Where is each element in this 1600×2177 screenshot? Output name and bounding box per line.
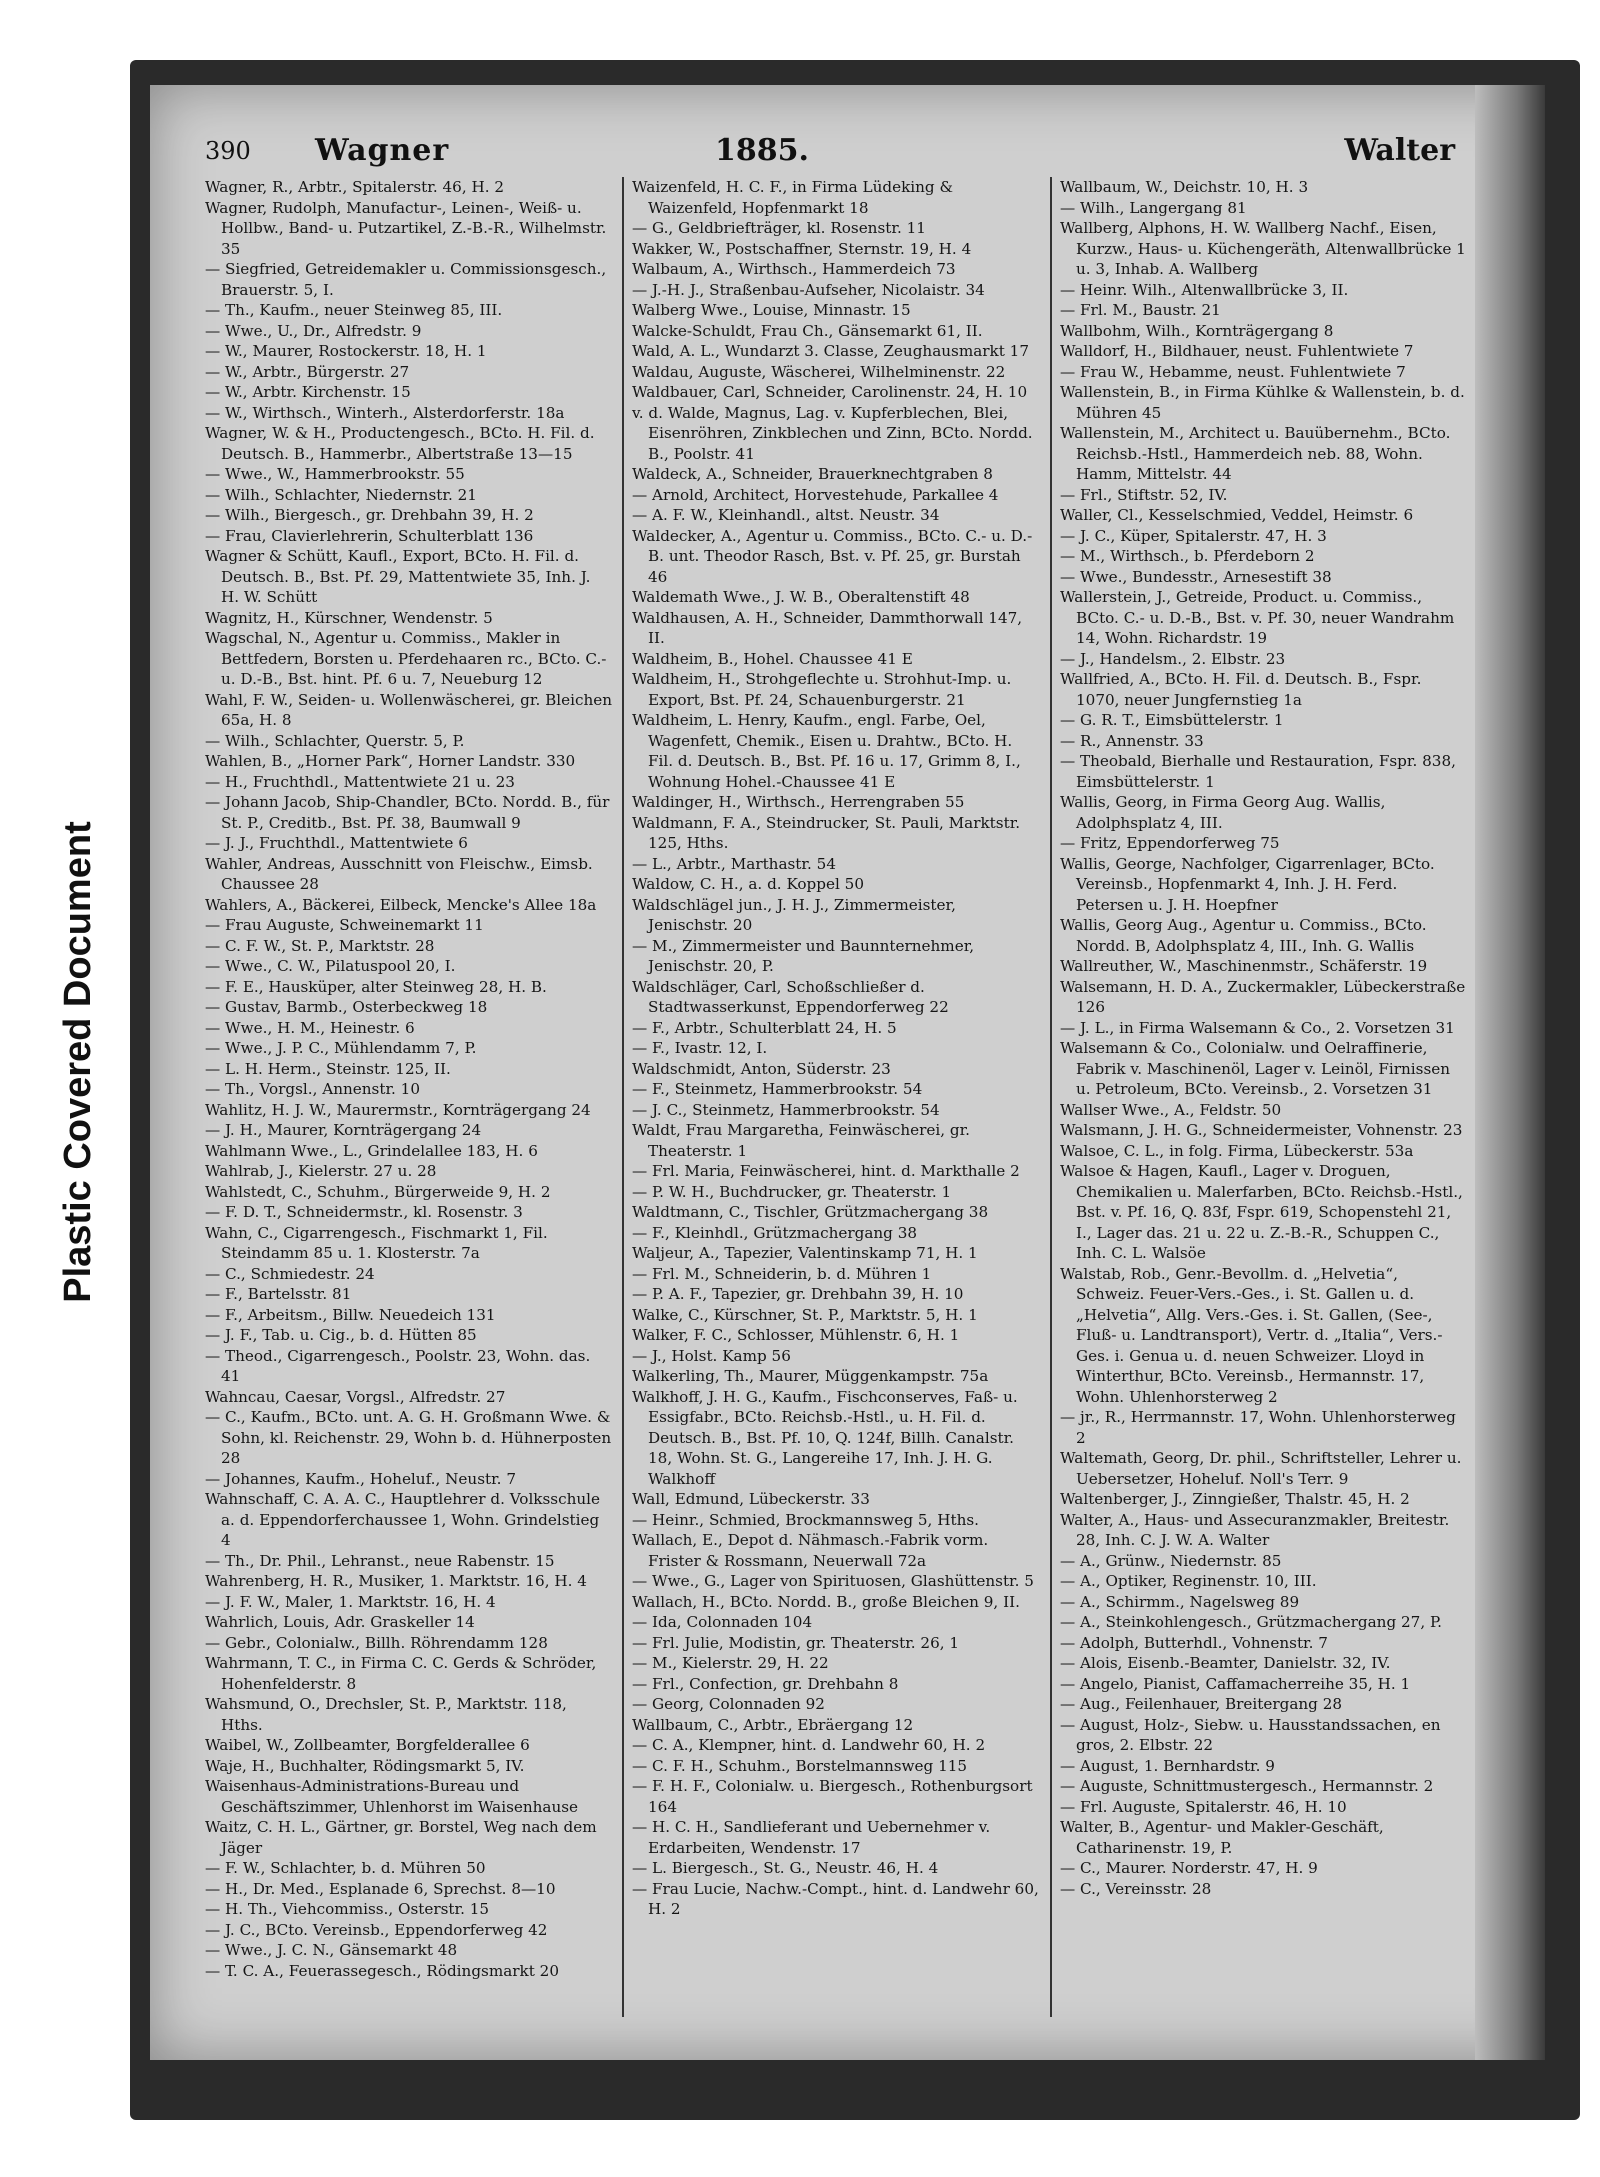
directory-entry: — Heinr., Schmied, Brockmannsweg 5, Hths.: [632, 1510, 979, 1529]
directory-entry: — H., Dr. Med., Esplanade 6, Sprechst. 8—10: [205, 1879, 556, 1898]
directory-entry: Wall, Edmund, Lübeckerstr. 33: [632, 1490, 870, 1508]
directory-entry: — Frau Lucie, Nachw.-Compt., hint. d. Landwehr 60, H. 2: [632, 1879, 1039, 1918]
directory-entry: — Auguste, Schnittmustergesch., Hermannstr. 2: [1060, 1777, 1434, 1795]
directory-entry: — Wilh., Schlachter, Niedernstr. 21: [205, 485, 477, 504]
directory-entry: Walter, A., Haus- und Assecuranzmakler, Breitestr. 28, Inh. C. J. W. A. Walter: [1060, 1510, 1450, 1549]
directory-entry: Walkhoff, J. H. G., Kaufm., Fischconserves, Faß- u. Essigfabr., BCto. Reichsb.-Hstl., u. H. Fil. d. Deutsch. B., Bst. Pf. 10, Q. 124f, Billh. Canalstr. 18, Wohn. St. G., Langereihe 17, Inh. J. H. G. Walkhoff: [632, 1387, 1018, 1488]
page-number: 390: [205, 137, 251, 165]
directory-entry: — C., Vereinsstr. 28: [1060, 1879, 1212, 1898]
directory-entry: — J., Holst. Kamp 56: [632, 1346, 791, 1365]
directory-entry: Wallach, H., BCto. Nordd. B., große Bleichen 9, II.: [632, 1592, 1020, 1611]
directory-entry: — Wwe., C. W., Pilatuspool 20, I.: [205, 957, 456, 975]
directory-entry: — C. F. W., St. P., Marktstr. 28: [205, 936, 435, 955]
directory-entry: Walkerling, Th., Maurer, Müggenkampstr. 75a: [632, 1367, 989, 1385]
directory-entry: Walsemann & Co., Colonialw. und Oelraffinerie, Fabrik v. Maschinenöl, Lager v. Leinöl, Firnissen u. Petroleum, BCto. Vereinsb., 2. Vorsetzen 31: [1060, 1039, 1451, 1098]
directory-entry: Waltemath, Georg, Dr. phil., Schriftsteller, Lehrer u. Uebersetzer, Hoheluf. Noll's Terr. 9: [1060, 1449, 1462, 1488]
directory-entry: — L. H. Herm., Steinstr. 125, II.: [205, 1059, 451, 1078]
directory-entry: — C., Kaufm., BCto. unt. A. G. H. Großmann Wwe. & Sohn, kl. Reichenstr. 29, Wohn b. d. Hühnerposten 28: [205, 1408, 612, 1467]
directory-entry: Wahlitz, H. J. W., Maurermstr., Kornträgergang 24: [205, 1100, 591, 1119]
directory-entry: Wallis, George, Nachfolger, Cigarrenlager, BCto. Vereinsb., Hopfenmarkt 4, Inh. J. H. Ferd. Petersen u. J. H. Hoepfner: [1060, 854, 1435, 914]
directory-entry: Wahlrab, J., Kielerstr. 27 u. 28: [205, 1162, 437, 1180]
directory-entry: Waizenfeld, H. C. F., in Firma Lüdeking & Waizenfeld, Hopfenmarkt 18: [632, 178, 953, 217]
directory-entry: Walsoe & Hagen, Kaufl., Lager v. Droguen, Chemikalien u. Malerfarben, BCto. Reichsb.-Hstl., Bst. v. Pf. 16, Q. 83f, Fspr. 619, Schopenstehl 21, I., Lager das. 21 u. 22 u. Z.-B.-R., Schuppen C., Inh. C. L. Walsöe: [1060, 1162, 1463, 1262]
directory-entry: Waldecker, A., Agentur u. Commiss., BCto. C.- u. D.-B. unt. Theodor Rasch, Bst. v. Pf. 25, gr. Burstah 46: [632, 526, 1033, 586]
directory-entry: Waldeck, A., Schneider, Brauerknechtgraben 8: [632, 465, 993, 483]
directory-entry: — J., Handelsm., 2. Elbstr. 23: [1060, 649, 1286, 668]
directory-entry: — Gustav, Barmb., Osterbeckweg 18: [205, 998, 488, 1016]
directory-entry: — M., Wirthsch., b. Pferdeborn 2: [1060, 547, 1315, 565]
directory-entry: — Johann Jacob, Ship-Chandler, BCto. Nordd. B., für St. P., Creditb., Bst. Pf. 38, Baumwall 9: [205, 793, 610, 832]
directory-entry: — J. J., Fruchthdl., Mattentwiete 6: [205, 834, 468, 852]
directory-entry: Waje, H., Buchhalter, Rödingsmarkt 5, IV.: [205, 1756, 525, 1775]
directory-entry: Wahncau, Caesar, Vorgsl., Alfredstr. 27: [205, 1387, 506, 1406]
directory-entry: — Theobald, Bierhalle und Restauration, Fspr. 838, Eimsbüttelerstr. 1: [1060, 752, 1456, 791]
header-year: 1885.: [715, 133, 809, 168]
directory-entry: — J. C., Steinmetz, Hammerbrookstr. 54: [632, 1100, 940, 1119]
directory-entry: Waldbauer, Carl, Schneider, Carolinenstr. 24, H. 10: [632, 383, 1028, 401]
directory-entry: — Frl. M., Baustr. 21: [1060, 301, 1221, 319]
directory-entry: Wallis, Georg, in Firma Georg Aug. Wallis, Adolphsplatz 4, III.: [1060, 793, 1386, 832]
directory-entry: — C. F. H., Schuhm., Borstelmannsweg 115: [632, 1756, 968, 1775]
directory-entry: — J. F., Tab. u. Cig., b. d. Hütten 85: [205, 1326, 477, 1344]
directory-entry: — G. R. T., Eimsbüttelerstr. 1: [1060, 711, 1284, 729]
directory-entry: Waibel, W., Zollbeamter, Borgfelderallee 6: [205, 1736, 530, 1754]
directory-entry: Waldschmidt, Anton, Süderstr. 23: [632, 1059, 891, 1078]
directory-entry: — Wilh., Biergesch., gr. Drehbahn 39, H. 2: [205, 506, 534, 524]
directory-entry: v. d. Walde, Magnus, Lag. v. Kupferblechen, Blei, Eisenröhren, Zinkblechen und Zinn, BCto. Nordd. B., Poolstr. 41: [632, 403, 1033, 463]
directory-entry: — Wwe., H. M., Heinestr. 6: [205, 1018, 415, 1037]
directory-entry: — W., Maurer, Rostockerstr. 18, H. 1: [205, 342, 487, 360]
directory-entry: Wahsmund, O., Drechsler, St. P., Marktstr. 118, Hths.: [205, 1695, 567, 1734]
directory-entry: — W., Wirthsch., Winterh., Alsterdorferstr. 18a: [205, 403, 565, 422]
directory-entry: Waller, Cl., Kesselschmied, Veddel, Heimstr. 6: [1060, 506, 1414, 524]
directory-entry: — P. A. F., Tapezier, gr. Drehbahn 39, H. 10: [632, 1285, 964, 1303]
directory-entry: — Wilh., Langergang 81: [1060, 198, 1247, 217]
column-divider: [1050, 177, 1052, 2017]
directory-entry: Waldemath Wwe., J. W. B., Oberaltenstift 48: [632, 588, 970, 606]
directory-entry: — Th., Kaufm., neuer Steinweg 85, III.: [205, 301, 503, 319]
directory-entry: Walbaum, A., Wirthsch., Hammerdeich 73: [632, 260, 956, 278]
directory-entry: — Wwe., Bundesstr., Arnesestift 38: [1060, 567, 1332, 586]
directory-entry: — Frau Auguste, Schweinemarkt 11: [205, 916, 484, 934]
directory-entry: — Th., Vorgsl., Annenstr. 10: [205, 1080, 421, 1098]
directory-entry: — Gebr., Colonialw., Billh. Röhrendamm 128: [205, 1633, 548, 1652]
directory-entry: — August, 1. Bernhardstr. 9: [1060, 1756, 1275, 1775]
directory-entry: — Wwe., G., Lager von Spirituosen, Glashüttenstr. 5: [632, 1572, 1034, 1590]
directory-entry: Wahlers, A., Bäckerei, Eilbeck, Mencke's Allee 18a: [205, 895, 597, 914]
column-2: [632, 177, 1040, 1920]
directory-entry: — A., Grünw., Niedernstr. 85: [1060, 1551, 1282, 1570]
directory-entry: — Frl. Maria, Feinwäscherei, hint. d. Markthalle 2: [632, 1162, 1020, 1180]
directory-entry: Waldow, C. H., a. d. Koppel 50: [632, 875, 864, 893]
directory-entry: Waldmann, F. A., Steindrucker, St. Pauli, Marktstr. 125, Hths.: [632, 813, 1021, 852]
column-3: [1060, 177, 1468, 1899]
directory-entry: Wagnitz, H., Kürschner, Wendenstr. 5: [205, 608, 493, 627]
directory-entry: — Frl., Confection, gr. Drehbahn 8: [632, 1674, 899, 1693]
directory-entry: Walberg Wwe., Louise, Minnastr. 15: [632, 301, 911, 319]
directory-entry: Walker, F. C., Schlosser, Mühlenstr. 6, H. 1: [632, 1326, 960, 1344]
directory-entry: — Georg, Colonnaden 92: [632, 1695, 825, 1713]
directory-entry: — R., Annenstr. 33: [1060, 731, 1204, 750]
directory-entry: Wallerstein, J., Getreide, Product. u. Commiss., BCto. C.- u. D.-B., Bst. v. Pf. 30, neuer Wandrahm 14, Wohn. Richardstr. 19: [1060, 588, 1455, 647]
directory-entry: — J. F. W., Maler, 1. Marktstr. 16, H. 4: [205, 1592, 496, 1611]
directory-entry: — Wwe., W., Hammerbrookstr. 55: [205, 465, 465, 483]
directory-entry: — Wilh., Schlachter, Querstr. 5, P.: [205, 731, 465, 750]
directory-entry: Wakker, W., Postschaffner, Sternstr. 19, H. 4: [632, 239, 972, 258]
directory-entry: — Th., Dr. Phil., Lehranst., neue Rabenstr. 15: [205, 1551, 555, 1570]
directory-entry: — F. H. F., Colonialw. u. Biergesch., Rothenburgsort 164: [632, 1777, 1033, 1816]
header-left-keyword: Wagner: [315, 133, 450, 168]
directory-entry: — Johannes, Kaufm., Hoheluf., Neustr. 7: [205, 1469, 516, 1488]
directory-entry: — L. Biergesch., St. G., Neustr. 46, H. 4: [632, 1859, 939, 1877]
directory-entry: — F. W., Schlachter, b. d. Mühren 50: [205, 1859, 486, 1877]
directory-entry: — Theod., Cigarrengesch., Poolstr. 23, Wohn. das. 41: [205, 1346, 591, 1385]
directory-entry: Waisenhaus-Administrations-Bureau und Geschäftszimmer, Uhlenhorst im Waisenhause: [205, 1777, 579, 1816]
directory-entry: Waldinger, H., Wirthsch., Herrengraben 55: [632, 793, 965, 811]
plastic-covered-label: Plastic Covered Document: [57, 821, 99, 1303]
directory-entry: Wahn, C., Cigarrengesch., Fischmarkt 1, Fil. Steindamm 85 u. 1. Klosterstr. 7a: [205, 1223, 548, 1262]
directory-entry: Wahrlich, Louis, Adr. Graskeller 14: [205, 1613, 475, 1631]
directory-entry: — J. C., BCto. Vereinsb., Eppendorferweg 42: [205, 1920, 548, 1939]
directory-entry: Wagner & Schütt, Kaufl., Export, BCto. H. Fil. d. Deutsch. B., Bst. Pf. 29, Mattentwiete 35, Inh. J. H. W. Schütt: [205, 547, 591, 606]
directory-entry: — J. H., Maurer, Kornträgergang 24: [205, 1121, 482, 1139]
directory-entry: Waldhausen, A. H., Schneider, Dammthorwall 147, II.: [632, 608, 1023, 647]
directory-entry: — Frau W., Hebamme, neust. Fuhlentwiete 7: [1060, 362, 1406, 381]
directory-entry: — Wwe., U., Dr., Alfredstr. 9: [205, 321, 422, 340]
directory-entry: Waldtmann, C., Tischler, Grützmachergang 38: [632, 1203, 989, 1221]
directory-entry: Wagschal, N., Agentur u. Commiss., Makler in Bettfedern, Borsten u. Pferdehaaren rc., BCto. C.- u. D.-B., Bst. hint. Pf. 6 u. 7, Neueburg 12: [205, 629, 607, 688]
directory-entry: — Fritz, Eppendorferweg 75: [1060, 834, 1280, 852]
directory-entry: Waldschläger, Carl, Schoßschließer d. Stadtwasserkunst, Eppendorferweg 22: [632, 977, 949, 1016]
page-header: [205, 133, 1455, 175]
directory-entry: — H. Th., Viehcommiss., Osterstr. 15: [205, 1900, 490, 1918]
directory-entry: — Siegfried, Getreidemakler u. Commissionsgesch., Brauerstr. 5, I.: [205, 260, 607, 299]
directory-entry: — Frl., Stiftstr. 52, IV.: [1060, 485, 1228, 504]
directory-entry: — H., Fruchthdl., Mattentwiete 21 u. 23: [205, 772, 515, 791]
directory-entry: Waldau, Auguste, Wäscherei, Wilhelminenstr. 22: [632, 362, 1006, 381]
directory-entry: — F., Arbtr., Schulterblatt 24, H. 5: [632, 1018, 897, 1037]
directory-entry: — F., Steinmetz, Hammerbrookstr. 54: [632, 1080, 923, 1098]
directory-entry: Wahl, F. W., Seiden- u. Wollenwäscherei, gr. Bleichen 65a, H. 8: [205, 690, 613, 729]
directory-entry: — J. C., Küper, Spitalerstr. 47, H. 3: [1060, 526, 1327, 545]
directory-entry: — Frl. Auguste, Spitalerstr. 46, H. 10: [1060, 1797, 1347, 1816]
directory-entry: Wahrmann, T. C., in Firma C. C. Gerds & Schröder, Hohenfelderstr. 8: [205, 1654, 597, 1693]
directory-entry: Walke, C., Kürschner, St. P., Marktstr. 5, H. 1: [632, 1305, 978, 1324]
directory-entry: — G., Geldbriefträger, kl. Rosenstr. 11: [632, 219, 926, 237]
directory-entry: — P. W. H., Buchdrucker, gr. Theaterstr. 1: [632, 1182, 952, 1201]
directory-entry: — Heinr. Wilh., Altenwallbrücke 3, II.: [1060, 280, 1349, 299]
directory-entry: — T. C. A., Feuerassegesch., Rödingsmarkt 20: [205, 1961, 560, 1980]
directory-entry: — August, Holz-, Siebw. u. Hausstandssachen, en gros, 2. Elbstr. 22: [1060, 1715, 1441, 1754]
directory-entry: — Wwe., J. P. C., Mühlendamm 7, P.: [205, 1039, 477, 1057]
directory-page: [150, 85, 1545, 2060]
directory-entry: — Arnold, Architect, Horvestehude, Parkallee 4: [632, 485, 999, 504]
directory-entry: Wallach, E., Depot d. Nähmasch.-Fabrik vorm. Frister & Rossmann, Neuerwall 72a: [632, 1531, 989, 1570]
directory-entry: — F., Arbeitsm., Billw. Neuedeich 131: [205, 1305, 496, 1324]
directory-entry: Waitz, C. H. L., Gärtner, gr. Borstel, Weg nach dem Jäger: [205, 1818, 597, 1857]
directory-entry: Wahlen, B., „Horner Park“, Horner Landstr. 330: [205, 752, 576, 770]
column-divider: [622, 177, 624, 2017]
column-1: [205, 177, 613, 1981]
directory-entry: Wald, A. L., Wundarzt 3. Classe, Zeughausmarkt 17: [632, 342, 1030, 360]
directory-entry: Walsoe, C. L., in folg. Firma, Lübeckerstr. 53a: [1060, 1141, 1414, 1160]
directory-entry: Walldorf, H., Bildhauer, neust. Fuhlentwiete 7: [1060, 342, 1414, 360]
directory-entry: Wallbaum, C., Arbtr., Ebräergang 12: [632, 1715, 914, 1734]
directory-entry: — Wwe., J. C. N., Gänsemarkt 48: [205, 1941, 458, 1959]
directory-entry: — Alois, Eisenb.-Beamter, Danielstr. 32, IV.: [1060, 1654, 1391, 1672]
directory-entry: Wallfried, A., BCto. H. Fil. d. Deutsch. B., Fspr. 1070, neuer Jungfernstieg 1a: [1060, 670, 1422, 709]
directory-entry: Wahlstedt, C., Schuhm., Bürgerweide 9, H. 2: [205, 1182, 551, 1201]
directory-entry: Walstab, Rob., Genr.-Bevollm. d. „Helvetia“, Schweiz. Feuer-Vers.-Ges., i. St. Gallen u. d. „Helvetia“, Allg. Vers.-Ges. i. St. Gallen, (See-, Fluß- u. Landtransport), Vertr. d. „Italia“, Vers.-Ges. i. Genua u. d. neuen Schweizer. Lloyd in Winterthur, BCto. Vereinsb., Hermannstr. 17, Wohn. Uhlenhorsterweg 2: [1060, 1264, 1443, 1406]
directory-entry: — F. E., Hausküper, alter Steinweg 28, H. B.: [205, 977, 547, 996]
directory-entry: — J.-H. J., Straßenbau-Aufseher, Nicolaistr. 34: [632, 280, 985, 299]
directory-entry: — C., Schmiedestr. 24: [205, 1264, 375, 1283]
directory-entry: Walsemann, H. D. A., Zuckermakler, Lübeckerstraße 126: [1060, 977, 1466, 1016]
directory-entry: — A., Steinkohlengesch., Grützmachergang 27, P.: [1060, 1613, 1442, 1631]
directory-entry: Wallser Wwe., A., Feldstr. 50: [1060, 1100, 1282, 1119]
directory-entry: Waldt, Frau Margaretha, Feinwäscherei, gr. Theaterstr. 1: [632, 1121, 970, 1160]
directory-entry: — Aug., Feilenhauer, Breitergang 28: [1060, 1695, 1343, 1713]
directory-entry: Wallenstein, M., Architect u. Bauübernehm., BCto. Reichsb.-Hstl., Hammerdeich neb. 88, Wohn. Hamm, Mittelstr. 44: [1060, 424, 1451, 483]
directory-entry: Waljeur, A., Tapezier, Valentinskamp 71, H. 1: [632, 1244, 978, 1262]
directory-entry: Wahnschaff, C. A. A. C., Hauptlehrer d. Volksschule a. d. Eppendorferchaussee 1, Wohn. Grindelstieg 4: [205, 1490, 601, 1549]
directory-entry: — C., Maurer. Norderstr. 47, H. 9: [1060, 1859, 1318, 1877]
directory-entry: — jr., R., Herrmannstr. 17, Wohn. Uhlenhorsterweg 2: [1060, 1408, 1456, 1447]
page-edge: [1475, 85, 1545, 2060]
directory-entry: — A. F. W., Kleinhandl., altst. Neustr. 34: [632, 506, 940, 524]
directory-entry: Wallis, Georg Aug., Agentur u. Commiss., BCto. Nordd. B, Adolphsplatz 4, III., Inh. G. Wallis: [1060, 916, 1427, 955]
directory-entry: Walsmann, J. H. G., Schneidermeister, Vohnenstr. 23: [1060, 1121, 1463, 1139]
directory-entry: — Frl. Julie, Modistin, gr. Theaterstr. 26, 1: [632, 1633, 960, 1652]
directory-entry: Wallbohm, Wilh., Kornträgergang 8: [1060, 321, 1334, 340]
header-right-keyword: Walter: [1344, 133, 1455, 168]
directory-entry: Wallreuther, W., Maschinenmstr., Schäferstr. 19: [1060, 957, 1428, 975]
directory-entry: Wagner, W. & H., Productengesch., BCto. H. Fil. d. Deutsch. B., Hammerbr., Albertstraße 13—15: [205, 424, 595, 463]
directory-entry: — Frl. M., Schneiderin, b. d. Mühren 1: [632, 1264, 932, 1283]
directory-entry: — C. A., Klempner, hint. d. Landwehr 60, H. 2: [632, 1736, 986, 1754]
directory-entry: Wagner, R., Arbtr., Spitalerstr. 46, H. 2: [205, 178, 505, 196]
directory-entry: Wallenstein, B., in Firma Kühlke & Wallenstein, b. d. Mühren 45: [1060, 383, 1465, 422]
directory-entry: — A., Optiker, Reginenstr. 10, III.: [1060, 1572, 1317, 1590]
directory-entry: — L., Arbtr., Marthastr. 54: [632, 854, 836, 873]
directory-entry: — W., Arbtr. Kirchenstr. 15: [205, 383, 411, 401]
directory-entry: — H. C. H., Sandlieferant und Uebernehmer v. Erdarbeiten, Wendenstr. 17: [632, 1818, 991, 1857]
directory-entry: Wallbaum, W., Deichstr. 10, H. 3: [1060, 178, 1309, 196]
directory-entry: — F., Ivastr. 12, I.: [632, 1039, 768, 1057]
directory-entry: — M., Zimmermeister und Baunnternehmer, Jenischstr. 20, P.: [632, 936, 975, 975]
directory-entry: — J. L., in Firma Walsemann & Co., 2. Vorsetzen 31: [1060, 1018, 1455, 1037]
directory-entry: — F., Kleinhdl., Grützmachergang 38: [632, 1223, 918, 1242]
directory-entry: Waldheim, H., Strohgeflechte u. Strohhut-Imp. u. Export, Bst. Pf. 24, Schauenburgerstr. 21: [632, 670, 1012, 709]
directory-entry: — Adolph, Butterhdl., Vohnenstr. 7: [1060, 1633, 1328, 1652]
directory-entry: Waltenberger, J., Zinngießer, Thalstr. 45, H. 2: [1060, 1490, 1410, 1508]
directory-entry: — F., Bartelsstr. 81: [205, 1285, 352, 1303]
directory-entry: Wagner, Rudolph, Manufactur-, Leinen-, Weiß- u. Hollbw., Band- u. Putzartikel, Z.-B.-R., Wilhelmstr. 35: [205, 198, 607, 258]
directory-entry: — A., Schirmm., Nagelsweg 89: [1060, 1592, 1300, 1611]
directory-entry: — F. D. T., Schneidermstr., kl. Rosenstr. 3: [205, 1203, 523, 1221]
directory-entry: Waldheim, B., Hohel. Chaussee 41 E: [632, 649, 913, 668]
directory-entry: Wahrenberg, H. R., Musiker, 1. Marktstr. 16, H. 4: [205, 1572, 587, 1590]
directory-entry: — W., Arbtr., Bürgerstr. 27: [205, 362, 410, 381]
directory-entry: Waldheim, L. Henry, Kaufm., engl. Farbe, Oel, Wagenfett, Chemik., Eisen u. Drahtw., BCto. H. Fil. d. Deutsch. B., Bst. Pf. 16 u. 17, Grimm 8, I., Wohnung Hohel.-Chaussee 41 E: [632, 711, 1021, 791]
directory-entry: Walcke-Schuldt, Frau Ch., Gänsemarkt 61, II.: [632, 321, 983, 340]
directory-entry: — Frau, Clavierlehrerin, Schulterblatt 136: [205, 526, 534, 545]
directory-entry: — Ida, Colonnaden 104: [632, 1613, 813, 1631]
directory-entry: Waldschlägel jun., J. H. J., Zimmermeister, Jenischstr. 20: [632, 895, 956, 934]
directory-entry: Wahler, Andreas, Ausschnitt von Fleischw., Eimsb. Chaussee 28: [205, 854, 593, 893]
directory-entry: Wahlmann Wwe., L., Grindelallee 183, H. 6: [205, 1141, 538, 1160]
directory-entry: — M., Kielerstr. 29, H. 22: [632, 1654, 829, 1672]
directory-entry: Wallberg, Alphons, H. W. Wallberg Nachf., Eisen, Kurzw., Haus- u. Küchengeräth, Altenwallbrücke 1 u. 3, Inhab. A. Wallberg: [1060, 219, 1466, 278]
directory-entry: Walter, B., Agentur- und Makler-Geschäft, Catharinenstr. 19, P.: [1060, 1818, 1384, 1857]
directory-entry: — Angelo, Pianist, Caffamacherreihe 35, H. 1: [1060, 1674, 1411, 1693]
